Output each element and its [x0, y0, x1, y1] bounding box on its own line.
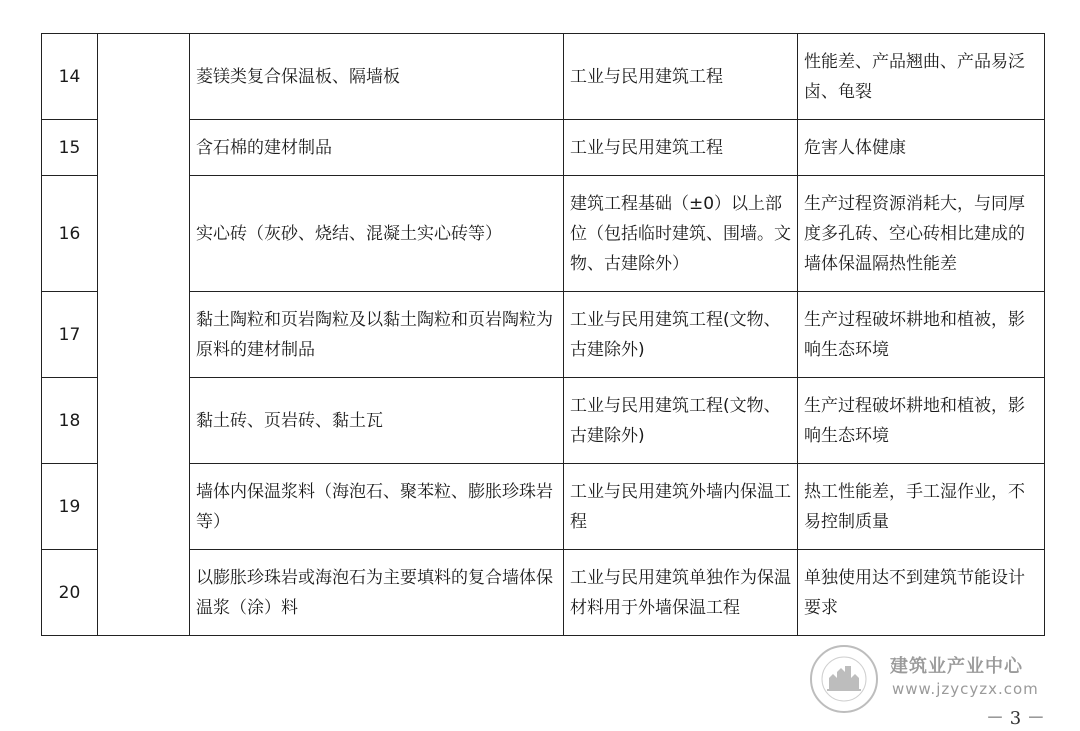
- regulation-table: [41, 33, 1045, 636]
- row-number: 19: [42, 464, 98, 550]
- row-number: 18: [42, 378, 98, 464]
- reason-cell: 危害人体健康: [798, 120, 1045, 176]
- material-name: 黏土陶粒和页岩陶粒及以黏土陶粒和页岩陶粒为原料的建材制品: [190, 292, 564, 378]
- row-number: 17: [42, 292, 98, 378]
- row-number: 14: [42, 34, 98, 120]
- reason-cell: 单独使用达不到建筑节能设计要求: [798, 550, 1045, 636]
- reason-cell: 生产过程资源消耗大，与同厚度多孔砖、空心砖相比建成的墙体保温隔热性能差: [798, 176, 1045, 292]
- scope-cell: 工业与民用建筑工程: [564, 120, 798, 176]
- material-name: 以膨胀珍珠岩或海泡石为主要填料的复合墙体保温浆（涂）料: [190, 550, 564, 636]
- scope-cell: 工业与民用建筑工程: [564, 34, 798, 120]
- scope-cell: 工业与民用建筑工程(文物、古建除外): [564, 378, 798, 464]
- row-number: 15: [42, 120, 98, 176]
- seal-logo-icon: [809, 644, 879, 714]
- reason-cell: 热工性能差，手工湿作业，不易控制质量: [798, 464, 1045, 550]
- material-name: 含石棉的建材制品: [190, 120, 564, 176]
- reason-cell: 生产过程破坏耕地和植被，影响生态环境: [798, 292, 1045, 378]
- scope-cell: 工业与民用建筑外墙内保温工程: [564, 464, 798, 550]
- material-name: 实心砖（灰砂、烧结、混凝土实心砖等）: [190, 176, 564, 292]
- table-row: [42, 292, 1045, 378]
- scope-cell: 工业与民用建筑单独作为保温材料用于外墙保温工程: [564, 550, 798, 636]
- table-row: [42, 464, 1045, 550]
- material-name: 墙体内保温浆料（海泡石、聚苯粒、膨胀珍珠岩等）: [190, 464, 564, 550]
- row-number: 20: [42, 550, 98, 636]
- table-row: [42, 550, 1045, 636]
- scope-cell: 建筑工程基础（±0）以上部位（包括临时建筑、围墙。文物、古建除外）: [564, 176, 798, 292]
- reason-cell: 性能差、产品翘曲、产品易泛卤、龟裂: [798, 34, 1045, 120]
- reason-cell: 生产过程破坏耕地和植被，影响生态环境: [798, 378, 1045, 464]
- table-row: [42, 120, 1045, 176]
- row-number: 16: [42, 176, 98, 292]
- table-row: [42, 176, 1045, 292]
- scope-cell: 工业与民用建筑工程(文物、古建除外): [564, 292, 798, 378]
- org-name: 建筑业产业中心: [890, 656, 1023, 677]
- category-cell: [98, 34, 190, 636]
- page-number: － 3 －: [986, 708, 1045, 729]
- material-name: 菱镁类复合保温板、隔墙板: [190, 34, 564, 120]
- org-url: www.jzycyzx.com: [892, 680, 1039, 698]
- table-row: [42, 34, 1045, 120]
- material-name: 黏土砖、页岩砖、黏土瓦: [190, 378, 564, 464]
- table-row: [42, 378, 1045, 464]
